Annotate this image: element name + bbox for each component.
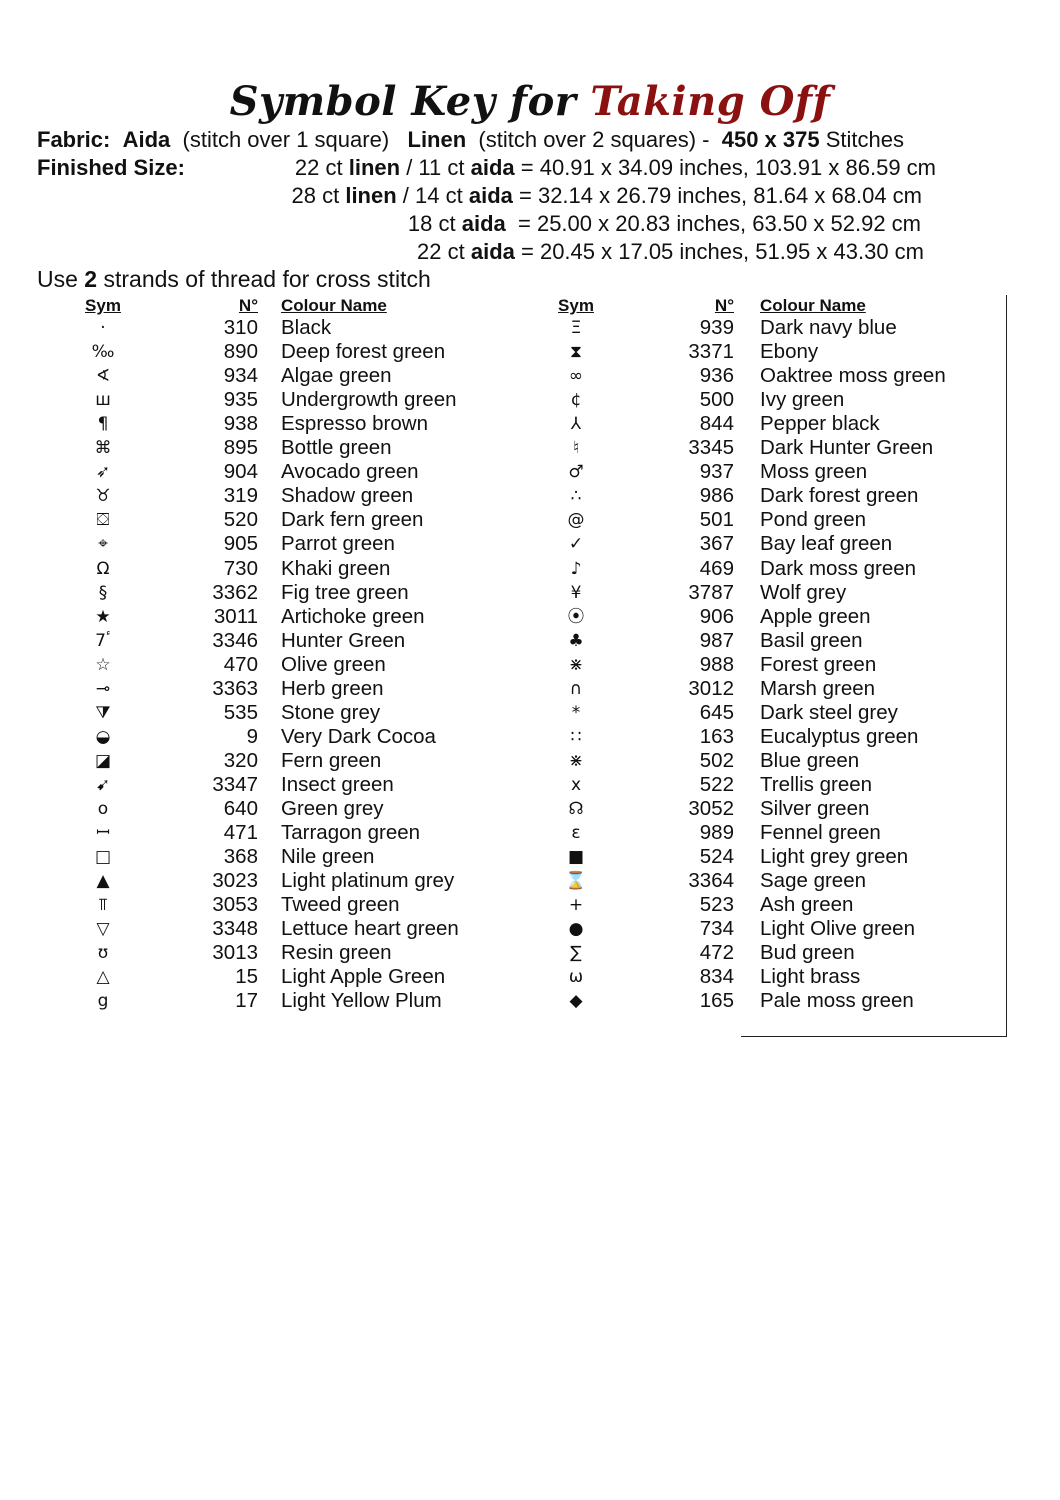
colour-number: 730 (223, 556, 258, 580)
colour-name: Pond green (760, 508, 867, 532)
colour-name: Light brass (760, 965, 861, 989)
table-row (0, 605, 1060, 629)
colour-name: Bay leaf green (760, 532, 893, 556)
colour-number: 500 (699, 388, 734, 412)
strands-count: 2 (84, 266, 98, 292)
symbol: ∩ (569, 678, 583, 699)
symbol: ♂ (568, 462, 584, 483)
size-ct-alt: / 11 ct (406, 155, 465, 180)
table-row (0, 725, 1060, 749)
size-dimensions: = 32.14 x 26.79 inches, 81.64 x 68.04 cm (519, 183, 922, 208)
colour-name: Ivy green (760, 388, 845, 412)
table-row (0, 869, 1060, 893)
symbol: ∢ (95, 366, 111, 387)
symbol: ꟷ (96, 823, 110, 844)
fabric-label: Fabric: (37, 127, 111, 152)
colour-name: Forest green (760, 652, 877, 676)
symbol: § (98, 582, 108, 603)
symbol: ⫪ (98, 895, 108, 916)
colour-name: Tarragon green (281, 821, 421, 845)
symbol: ➶ (95, 462, 111, 483)
colour-name: Fennel green (760, 821, 881, 845)
colour-name: Dark moss green (760, 556, 917, 580)
symbol: ∑ (570, 943, 582, 964)
table-row (0, 701, 1060, 725)
symbol: @ (567, 510, 585, 531)
symbol: ▲ (96, 871, 110, 892)
colour-number: 17 (235, 989, 258, 1013)
colour-name: Dark steel grey (760, 700, 898, 724)
symbol: □ (94, 847, 112, 868)
colour-name: Lettuce heart green (281, 917, 459, 941)
colour-name: Ash green (760, 893, 854, 917)
symbol: ш (95, 390, 111, 411)
colour-name: Oaktree moss green (760, 364, 946, 388)
colour-name: Dark forest green (760, 484, 919, 508)
colour-name: Undergrowth green (281, 388, 457, 412)
colour-name: Dark navy blue (760, 316, 897, 339)
colour-number: 15 (235, 965, 258, 989)
colour-number: 3345 (688, 436, 734, 460)
table-row (0, 917, 1060, 941)
table-row (0, 557, 1060, 581)
colour-number: 905 (223, 532, 258, 556)
size-row-2 (0, 210, 921, 238)
colour-number: 938 (223, 412, 258, 436)
strands-pre: Use (37, 266, 78, 292)
colour-name: Wolf grey (760, 580, 847, 604)
header-num: N° (238, 296, 258, 315)
table-row (0, 989, 1060, 1013)
colour-name: Tweed green (281, 893, 400, 917)
colour-name: Bottle green (281, 436, 392, 460)
symbol: △ (96, 967, 110, 988)
colour-name: Dark Hunter Green (760, 436, 934, 460)
symbol: ⊸ (95, 678, 111, 699)
page-title (0, 74, 1060, 130)
size-ct-alt: / 14 ct (402, 183, 463, 208)
fabric-linen: Linen (407, 127, 467, 152)
table-row (0, 749, 1060, 773)
colour-name: Silver green (760, 797, 870, 820)
stitch-count-label: Stitches (825, 127, 904, 152)
colour-number: 319 (223, 484, 258, 508)
symbol: Ω (96, 558, 110, 579)
size-ct: 18 ct (407, 211, 456, 236)
colour-name: Sage green (760, 869, 867, 893)
colour-number: 890 (223, 340, 258, 364)
symbol: ♉ (95, 486, 111, 507)
table-border-right (1006, 295, 1007, 1037)
colour-number: 3053 (212, 893, 258, 917)
colour-name: Very Dark Cocoa (281, 724, 436, 748)
colour-number: 939 (699, 316, 734, 339)
colour-number: 524 (699, 845, 734, 869)
symbol: ◒ (95, 726, 111, 747)
table-row (0, 484, 1060, 508)
colour-number: 935 (223, 388, 258, 412)
size-fabric: aida (461, 211, 506, 236)
colour-number: 501 (699, 508, 734, 532)
symbol: ∷ (570, 726, 582, 747)
symbol: ☊ (568, 799, 584, 819)
symbol: ‰ (91, 342, 115, 363)
colour-number: 3363 (212, 676, 258, 700)
fabric-line (37, 126, 904, 154)
colour-name: Blue green (760, 748, 860, 772)
colour-number: 934 (223, 364, 258, 388)
colour-number: 3364 (688, 869, 734, 893)
colour-name: Light grey green (760, 845, 909, 869)
colour-name: Light Apple Green (281, 965, 446, 989)
colour-number: 3013 (212, 941, 258, 965)
fabric-aida: Aida (122, 127, 171, 152)
colour-name: Nile green (281, 845, 375, 869)
stitch-count: 450 x 375 (721, 127, 820, 152)
colour-number: 3052 (688, 797, 734, 820)
colour-name: Black (281, 316, 332, 339)
colour-number: 3011 (213, 604, 258, 628)
colour-number: 163 (699, 724, 734, 748)
table-row (0, 677, 1060, 701)
strands-note (37, 265, 431, 293)
size-fabric-alt: aida (468, 183, 513, 208)
size-fabric: linen (345, 183, 397, 208)
size-dimensions: = 40.91 x 34.09 inches, 103.91 x 86.59 cm (520, 155, 936, 180)
symbol: ➹ (95, 774, 111, 795)
colour-name: Eucalyptus green (760, 724, 919, 748)
symbol: ٴ7 (95, 630, 111, 651)
colour-number: 986 (699, 484, 734, 508)
colour-number: 936 (699, 364, 734, 388)
symbol: ʊ (97, 943, 109, 964)
colour-number: 937 (699, 460, 734, 484)
symbol: ⦿ (567, 606, 585, 627)
table-row (0, 941, 1060, 965)
header-sym: Sym (558, 296, 594, 315)
colour-name: Insect green (281, 772, 394, 796)
symbol: + (568, 895, 584, 916)
colour-number: 471 (223, 821, 258, 845)
colour-number: 834 (699, 965, 734, 989)
symbol: ∴ (570, 486, 582, 507)
colour-number: 988 (699, 652, 734, 676)
colour-number: 520 (223, 508, 258, 532)
symbol: ω (568, 967, 584, 988)
symbol: ¥ (570, 582, 582, 603)
table-row (0, 821, 1060, 845)
table-row (0, 508, 1060, 532)
colour-number: 522 (699, 772, 734, 796)
colour-name: Bud green (760, 941, 855, 965)
colour-number: 895 (223, 436, 258, 460)
colour-name: Hunter Green (281, 628, 406, 652)
colour-name: Avocado green (281, 460, 419, 484)
colour-number: 3371 (688, 340, 734, 364)
colour-name: Stone grey (281, 700, 381, 724)
symbol: ☆ (95, 654, 111, 675)
symbol: ⧗ (570, 342, 582, 363)
colour-number: 469 (699, 556, 734, 580)
colour-name: Ebony (760, 340, 819, 364)
symbol: ♪ (570, 558, 582, 579)
colour-name: Espresso brown (281, 412, 428, 436)
strands-post: strands of thread for cross stitch (103, 266, 431, 292)
colour-number: 989 (699, 821, 734, 845)
symbol: ⌖ (98, 534, 108, 555)
table-border-bottom (741, 1036, 1007, 1037)
header-num: N° (714, 296, 734, 315)
colour-name: Light Olive green (760, 917, 915, 941)
colour-number: 472 (699, 941, 734, 965)
title-prefix: Symbol Key for (229, 78, 577, 125)
table-row (0, 388, 1060, 412)
table-row (0, 653, 1060, 677)
colour-number: 367 (699, 532, 734, 556)
table-row (0, 965, 1060, 989)
table-row (0, 893, 1060, 917)
table-row (0, 773, 1060, 797)
colour-number: 3362 (212, 580, 258, 604)
size-row-1 (0, 182, 922, 210)
table-row (0, 581, 1060, 605)
colour-name: Olive green (281, 652, 386, 676)
colour-name: Fern green (281, 748, 382, 772)
symbol: ⧩ (95, 702, 111, 723)
colour-name: Algae green (281, 364, 392, 388)
colour-name: Pale moss green (760, 989, 914, 1013)
finished-size-label: Finished Size: (37, 155, 185, 180)
symbol: ⛋ (96, 510, 110, 531)
symbol: ◪ (94, 750, 112, 771)
size-fabric: linen (348, 155, 401, 180)
colour-number: 9 (246, 724, 258, 748)
symbol: ♮ (572, 438, 580, 459)
colour-number: 844 (699, 412, 734, 436)
colour-name: Deep forest green (281, 340, 446, 364)
colour-number: 3787 (688, 580, 734, 604)
colour-number: 904 (223, 460, 258, 484)
size-ct: 28 ct (291, 183, 340, 208)
table-row (0, 364, 1060, 388)
symbol: * (571, 702, 581, 723)
colour-name: Shadow green (281, 484, 414, 508)
colour-name: Parrot green (281, 532, 395, 556)
colour-number: 535 (223, 700, 258, 724)
symbol: Ξ (570, 318, 582, 338)
symbol: ⅄ (570, 414, 582, 435)
colour-name: Apple green (760, 604, 871, 628)
fabric-linen-note: (stitch over 2 squares) - (478, 127, 710, 152)
size-ct: 22 ct (417, 239, 465, 264)
colour-name: Khaki green (281, 556, 391, 580)
size-fabric-alt: aida (470, 155, 515, 180)
colour-number: 906 (699, 604, 734, 628)
symbol: ♣ (568, 630, 584, 651)
colour-name: Marsh green (760, 676, 876, 700)
table-row (0, 316, 1060, 340)
symbol: ¢ (570, 390, 582, 411)
size-row-0 (0, 154, 936, 182)
symbol: o (97, 799, 109, 819)
colour-name: Moss green (760, 460, 868, 484)
table-row (0, 436, 1060, 460)
symbol: ■ (567, 847, 585, 868)
symbol: ● (568, 919, 584, 940)
colour-number: 320 (223, 748, 258, 772)
colour-name: Trellis green (760, 772, 873, 796)
colour-number: 523 (699, 893, 734, 917)
colour-number: 470 (223, 652, 258, 676)
colour-name: Green grey (281, 797, 384, 820)
symbol: · (100, 318, 106, 338)
colour-name: Pepper black (760, 412, 880, 436)
colour-number: 987 (699, 628, 734, 652)
table-row (0, 845, 1060, 869)
symbol: ⋇ (568, 750, 584, 771)
symbol: ⌛ (565, 871, 587, 892)
colour-number: 165 (699, 989, 734, 1013)
size-dimensions: = 20.45 x 17.05 inches, 51.95 x 43.30 cm (521, 239, 924, 264)
symbol: ε (571, 823, 581, 844)
header-colour-name: Colour Name (760, 296, 866, 315)
colour-name: Herb green (281, 676, 384, 700)
colour-number: 3023 (212, 869, 258, 893)
colour-name: Fig tree green (281, 580, 409, 604)
symbol: ✓ (568, 534, 584, 555)
table-row (0, 797, 1060, 821)
size-row-3 (0, 238, 924, 266)
colour-number: 640 (223, 797, 258, 820)
colour-name: Dark fern green (281, 508, 424, 532)
colour-name: Light Yellow Plum (281, 989, 442, 1013)
title-pattern-name: Taking Off (590, 78, 831, 125)
table-row (0, 340, 1060, 364)
colour-name: Resin green (281, 941, 392, 965)
symbol: x (570, 774, 582, 795)
symbol: ▽ (96, 919, 110, 940)
table-row (0, 629, 1060, 653)
colour-number: 368 (223, 845, 258, 869)
size-fabric: aida (470, 239, 515, 264)
colour-name: Artichoke green (281, 604, 425, 628)
header-sym: Sym (85, 296, 121, 315)
symbol: ★ (95, 606, 111, 627)
colour-number: 3347 (212, 772, 258, 796)
table-row (0, 412, 1060, 436)
size-dimensions: = 25.00 x 20.83 inches, 63.50 x 52.92 cm (511, 211, 921, 236)
symbol: g (97, 991, 109, 1012)
colour-name: Light platinum grey (281, 869, 455, 893)
symbol: ¶ (97, 414, 109, 435)
symbol: ⋇ (568, 654, 584, 675)
header-colour-name: Colour Name (281, 296, 387, 315)
colour-number: 3346 (212, 628, 258, 652)
colour-number: 310 (223, 316, 258, 339)
table-row (0, 460, 1060, 484)
colour-number: 734 (699, 917, 734, 941)
colour-number: 3348 (212, 917, 258, 941)
table-row (0, 532, 1060, 556)
size-ct: 22 ct (294, 155, 343, 180)
symbol: ∞ (568, 366, 584, 387)
colour-number: 3012 (688, 676, 734, 700)
colour-number: 502 (699, 748, 734, 772)
fabric-aida-note: (stitch over 1 square) (182, 127, 390, 152)
symbol: ◆ (569, 991, 583, 1012)
symbol: ⌘ (94, 438, 112, 459)
colour-number: 645 (699, 700, 734, 724)
colour-name: Basil green (760, 628, 863, 652)
